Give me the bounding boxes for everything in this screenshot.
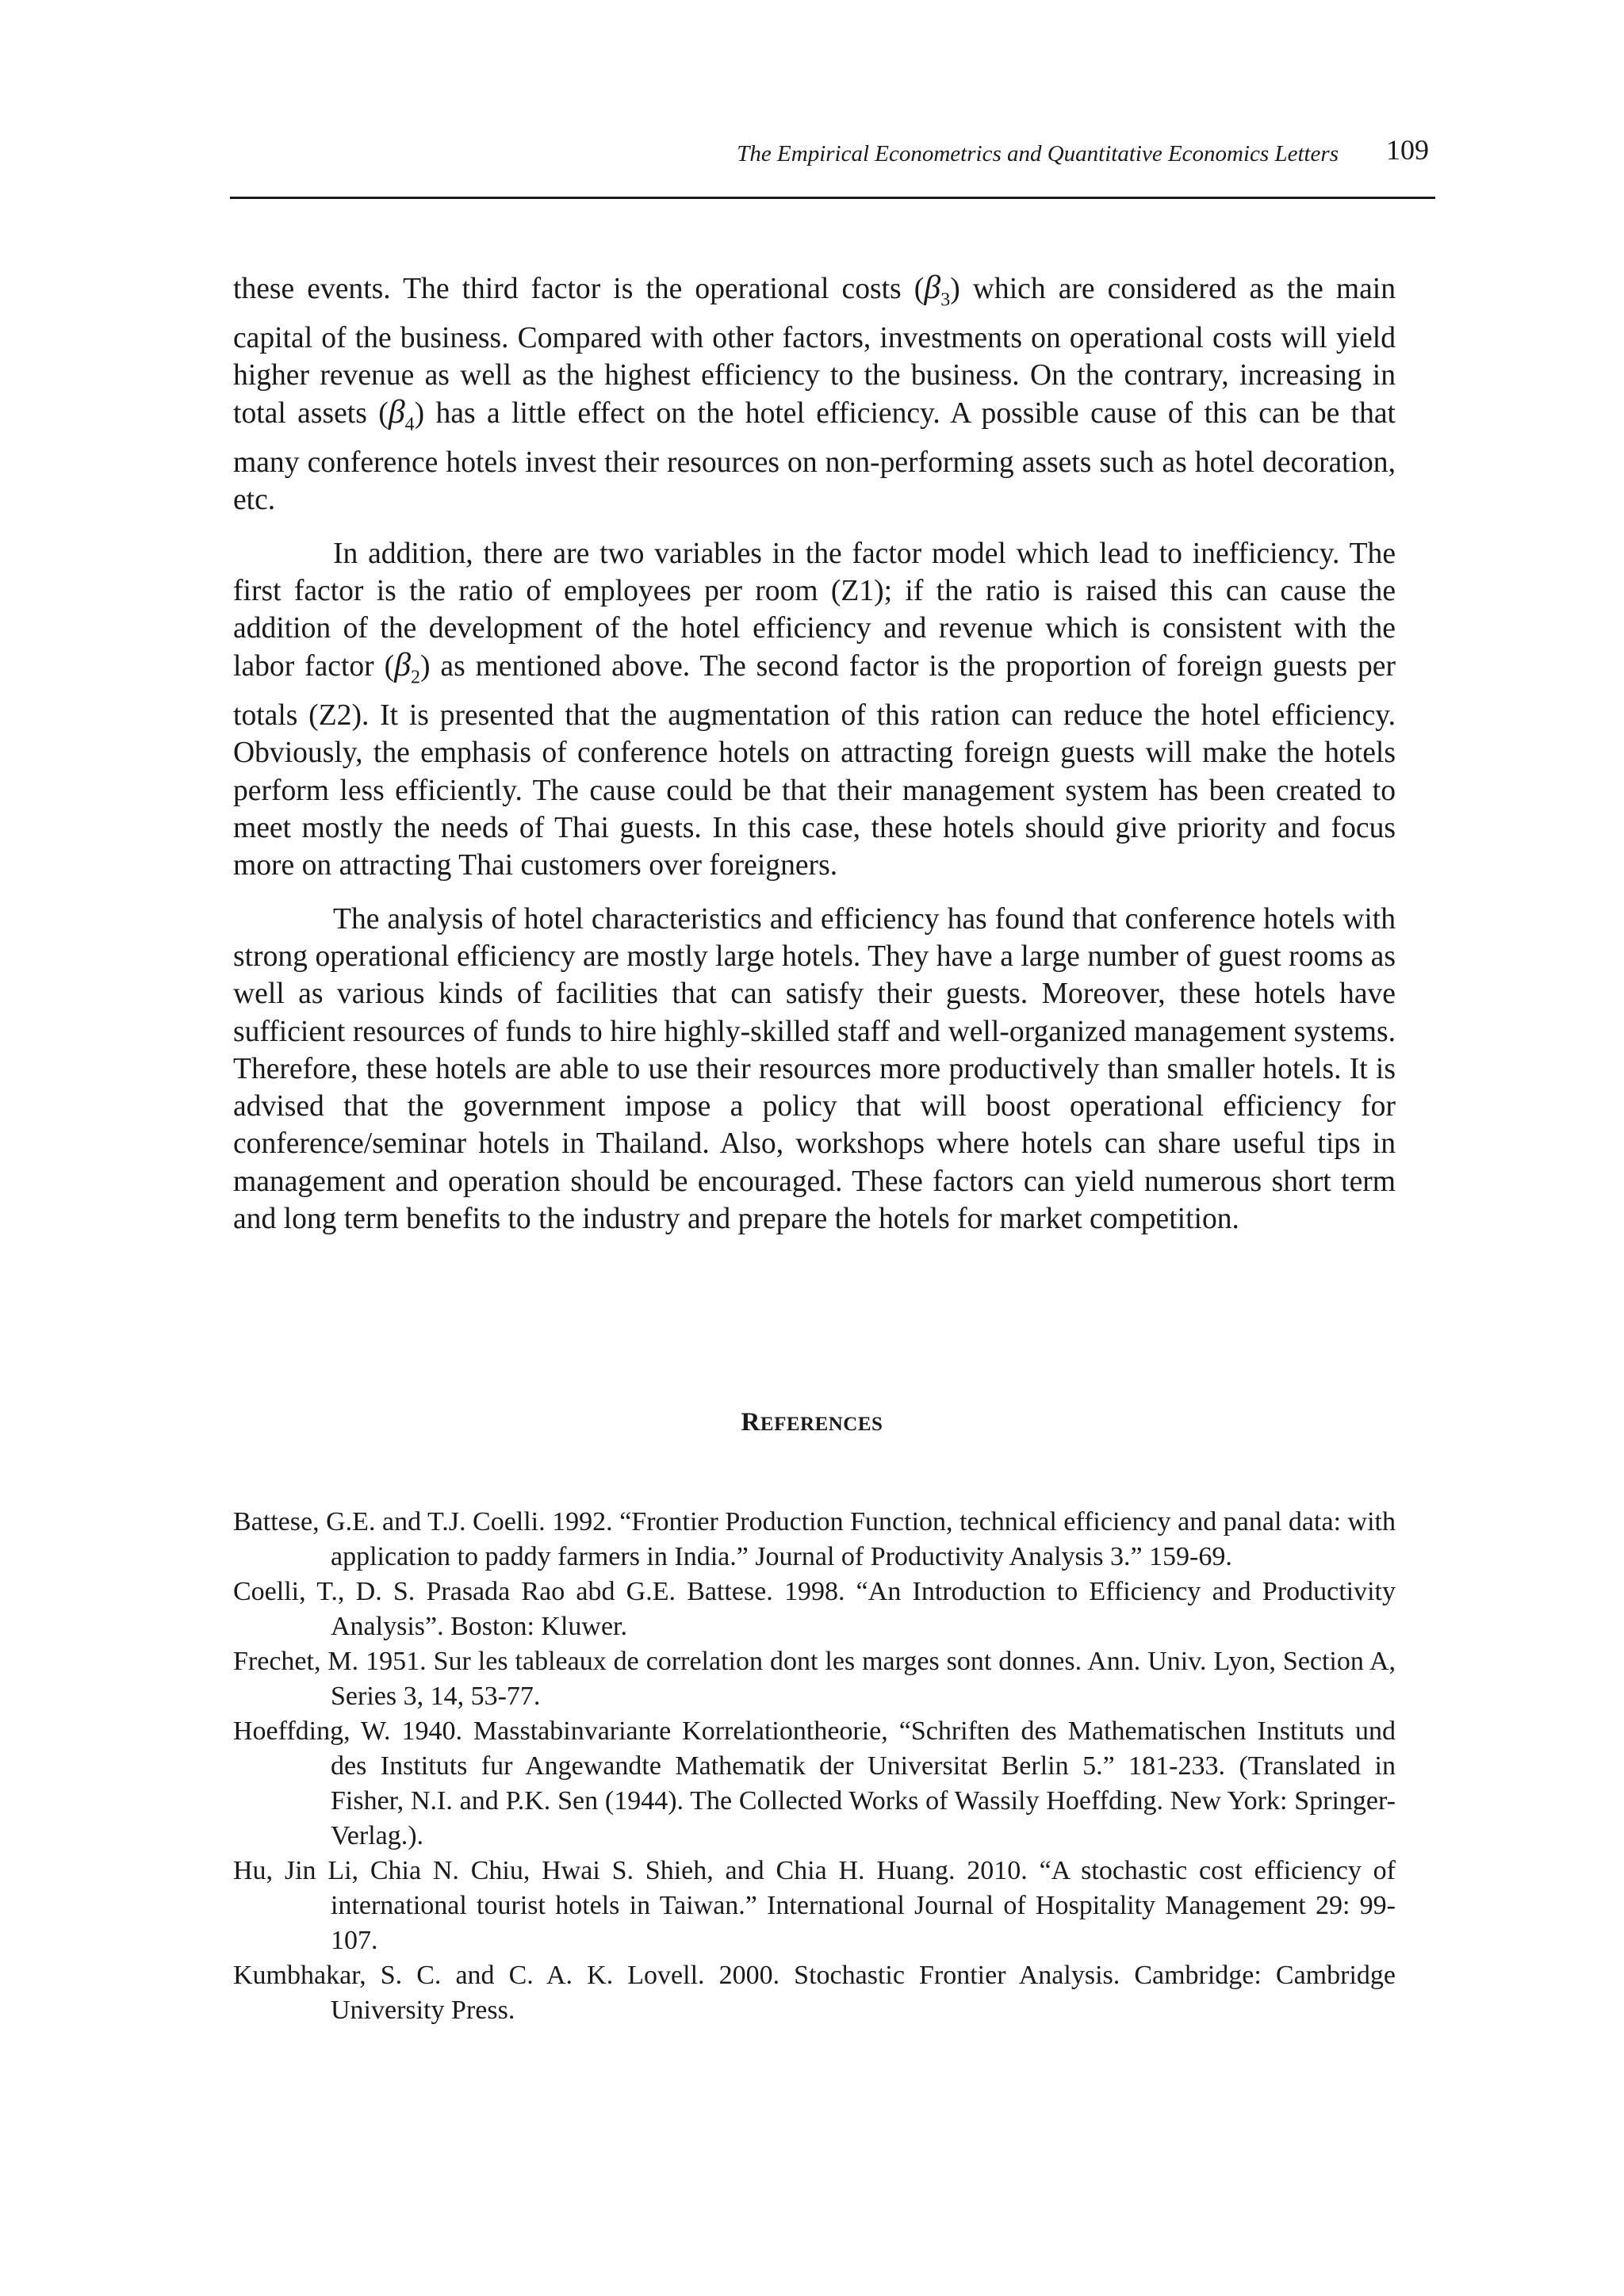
beta-glyph: β xyxy=(388,394,405,431)
body-text xyxy=(233,270,1396,1253)
running-header xyxy=(230,133,1435,199)
beta-4-symbol xyxy=(388,394,415,435)
beta-2-symbol xyxy=(394,647,421,688)
paragraph-1 xyxy=(233,270,1396,519)
page-number: 109 xyxy=(1386,134,1429,166)
beta-3-symbol xyxy=(924,270,951,311)
reference-item: Battese, G.E. and T.J. Coelli. 1992. “Frontier Production Function, technical efficiency and panal data: with application to paddy farmers in India.” Journal of Productivity Analysis 3.” 159-69. xyxy=(233,1507,1396,1571)
references-heading xyxy=(0,1407,1624,1437)
references-heading-initial: R xyxy=(741,1408,760,1437)
paragraph-1-part-b: ) which are considered as the main capital of the business. Compared with other factors, investments on operational costs will yield higher revenue as well as the highest efficiency to the business. On the contrary, increasing in total assets ( xyxy=(233,273,1396,430)
beta-glyph: β xyxy=(394,647,412,684)
references-heading-rest: EFERENCES xyxy=(760,1414,883,1435)
paragraph-2-part-b: ) as mentioned above. The second factor is the proportion of foreign guests per totals (Z2). It is presented that the augmentation of this ration can reduce the hotel efficiency. Obviously, the emphasis of conference hotels on attracting foreign guests will make the hotels perform less efficiently. The cause could be that their management system has been created to meet mostly the needs of Thai guests. In this case, these hotels should give priority and focus more on attracting Thai customers over foreigners. xyxy=(233,650,1396,882)
paragraph-2-part-a: In addition, there are two variables in the factor model which lead to inefficiency. The first factor is the ratio of employees per room (Z1); if the ratio is raised this can cause the addition of the development of the hotel efficiency and revenue which is consistent with the labor factor ( xyxy=(233,537,1396,683)
reference-item: Frechet, M. 1951. Sur les tableaux de correlation dont les marges sont donnes. Ann. Univ. Lyon, Section A, Series 3, 14, 53-77. xyxy=(233,1647,1396,1711)
paragraph-1-part-c: ) has a little effect on the hotel efficiency. A possible cause of this can be that many conference hotels invest their resources on non-performing assets such as hotel decoration, etc. xyxy=(233,397,1396,517)
beta-glyph: β xyxy=(924,270,941,306)
beta-subscript: 4 xyxy=(404,414,415,435)
beta-subscript: 2 xyxy=(411,667,421,688)
reference-item: Hu, Jin Li, Chia N. Chiu, Hwai S. Shieh, and Chia H. Huang. 2010. “A stochastic cost efficiency of international tourist hotels in Taiwan.” International Journal of Hospitality Management 29: 99-107. xyxy=(233,1856,1396,1955)
reference-item: Coelli, T., D. S. Prasada Rao abd G.E. Battese. 1998. “An Introduction to Efficiency and Productivity Analysis”. Boston: Kluwer. xyxy=(233,1577,1396,1641)
journal-title: The Empirical Econometrics and Quantitative Economics Letters xyxy=(737,141,1339,166)
paragraph-2 xyxy=(233,535,1396,885)
paragraph-1-part-a: these events. The third factor is the operational costs ( xyxy=(233,273,925,305)
paragraph-3: The analysis of hotel characteristics and efficiency has found that conference hotels with strong operational efficiency are mostly large hotels. They have a large number of guest rooms as well as various kinds of facilities that can satisfy their guests. Moreover, these hotels have sufficient resources of funds to hire highly-skilled staff and well-organized management systems. Therefore, these hotels are able to use their resources more productively than smaller hotels. It is advised that the government impose a policy that will boost operational efficiency for conference/seminar hotels in Thailand. Also, workshops where hotels can share useful tips in management and operation should be encouraged. These factors can yield numerous short term and long term benefits to the industry and prepare the hotels for market competition. xyxy=(233,902,1396,1235)
reference-item: Hoeffding, W. 1940. Masstabinvariante Korrelationtheorie, “Schriften des Mathematischen Instituts und des Instituts fur Angewandte Mathematik der Universitat Berlin 5.” 181-233. (Translated in Fisher, N.I. and P.K. Sen (1944). The Collected Works of Wassily Hoeffding. New York: Springer-Verlag.). xyxy=(233,1716,1396,1850)
reference-list xyxy=(233,1505,1396,2028)
reference-item: Kumbhakar, S. C. and C. A. K. Lovell. 2000. Stochastic Frontier Analysis. Cambridge: Cambridge University Press. xyxy=(233,1961,1396,2025)
beta-subscript: 3 xyxy=(940,289,951,311)
